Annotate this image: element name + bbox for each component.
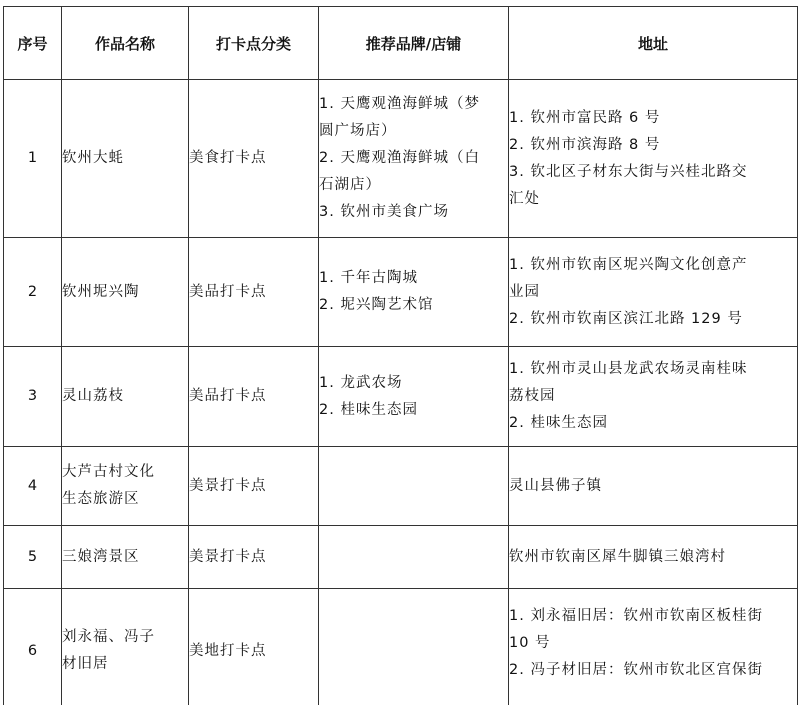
table-row: [4, 347, 798, 447]
brand-line: 石湖店）: [319, 177, 381, 193]
work-name-line: 刘永福、冯子: [62, 629, 155, 645]
brand-line: 2. 天鹰观渔海鲜城（白: [319, 150, 480, 166]
brand-line: 1. 千年古陶城: [319, 270, 418, 286]
cell-brand: [319, 80, 509, 238]
cell-work-name: [62, 80, 189, 238]
cell-address: [509, 347, 798, 447]
work-name-line: 钦州坭兴陶: [62, 283, 140, 300]
header-address: 地址: [509, 7, 798, 80]
cell-work-name: [62, 447, 189, 526]
header-category: 打卡点分类: [189, 7, 319, 80]
brand-line: 1. 龙武农场: [319, 374, 403, 391]
brand-line: 2. 桂味生态园: [319, 401, 418, 418]
work-name-line: 灵山荔枝: [62, 388, 124, 404]
address-line: 1. 钦州市钦南区坭兴陶文化创意产: [509, 256, 748, 273]
cell-idx: 3: [4, 347, 62, 447]
table-row: [4, 589, 798, 705]
cell-brand: [319, 526, 509, 589]
brand-line: 1. 天鹰观渔海鲜城（梦: [319, 96, 480, 112]
brand-line: 圆广场店）: [319, 123, 397, 139]
address-line: 1. 钦州市灵山县龙武农场灵南桂味: [509, 361, 748, 377]
address-line: 2. 冯子材旧居：钦州市钦北区宫保街: [509, 662, 763, 678]
header-work-name: 作品名称: [62, 7, 189, 80]
address-line: 3. 钦北区子材东大街与兴桂北路交: [509, 163, 748, 180]
table-header-row: [4, 7, 798, 80]
cell-work-name: [62, 347, 189, 447]
work-name-line: 钦州大蚝: [62, 150, 124, 166]
cell-work-name: [62, 589, 189, 705]
cell-idx: 6: [4, 589, 62, 705]
table-body: [4, 80, 798, 705]
cell-category: 美景打卡点: [189, 447, 319, 526]
address-line: 1. 钦州市富民路 6 号: [509, 109, 661, 126]
brand-line: 2. 坭兴陶艺术馆: [319, 297, 434, 313]
table-row: [4, 526, 798, 589]
address-line: 2. 钦州市滨海路 8 号: [509, 136, 661, 153]
header-brand: 推荐品牌/店铺: [319, 7, 509, 80]
cell-brand: [319, 589, 509, 705]
table-row: [4, 447, 798, 526]
cell-category: 美品打卡点: [189, 347, 319, 447]
work-name-line: 材旧居: [62, 656, 109, 672]
address-line: 汇处: [509, 190, 540, 207]
address-line: 钦州市钦南区犀牛脚镇三娘湾村: [509, 548, 726, 565]
address-line: 2. 桂味生态园: [509, 415, 608, 431]
cell-address: [509, 589, 798, 705]
address-line: 1. 刘永福旧居：钦州市钦南区板桂街: [509, 608, 763, 624]
address-line: 2. 钦州市钦南区滨江北路 129 号: [509, 310, 743, 327]
cell-idx: 1: [4, 80, 62, 238]
address-line: 荔枝园: [509, 388, 556, 404]
cell-address: [509, 80, 798, 238]
work-name-line: 大芦古村文化: [62, 464, 155, 480]
cell-idx: 2: [4, 238, 62, 347]
brand-line: 3. 钦州市美食广场: [319, 204, 449, 220]
work-name-line: 生态旅游区: [62, 491, 140, 507]
cell-idx: 4: [4, 447, 62, 526]
table-row: [4, 80, 798, 238]
address-line: 10 号: [509, 635, 551, 651]
cell-brand: [319, 447, 509, 526]
cell-work-name: [62, 526, 189, 589]
cell-address: [509, 447, 798, 526]
address-line: 灵山县佛子镇: [509, 477, 602, 494]
address-line: 业园: [509, 283, 540, 300]
cell-category: 美地打卡点: [189, 589, 319, 705]
cell-address: [509, 238, 798, 347]
cell-brand: [319, 238, 509, 347]
work-name-line: 三娘湾景区: [62, 548, 140, 565]
cell-category: 美品打卡点: [189, 238, 319, 347]
cell-category: 美食打卡点: [189, 80, 319, 238]
cell-brand: [319, 347, 509, 447]
header-idx: 序号: [4, 7, 62, 80]
cell-work-name: [62, 238, 189, 347]
checkin-points-table: [3, 6, 798, 705]
cell-address: [509, 526, 798, 589]
cell-idx: 5: [4, 526, 62, 589]
table-row: [4, 238, 798, 347]
cell-category: 美景打卡点: [189, 526, 319, 589]
